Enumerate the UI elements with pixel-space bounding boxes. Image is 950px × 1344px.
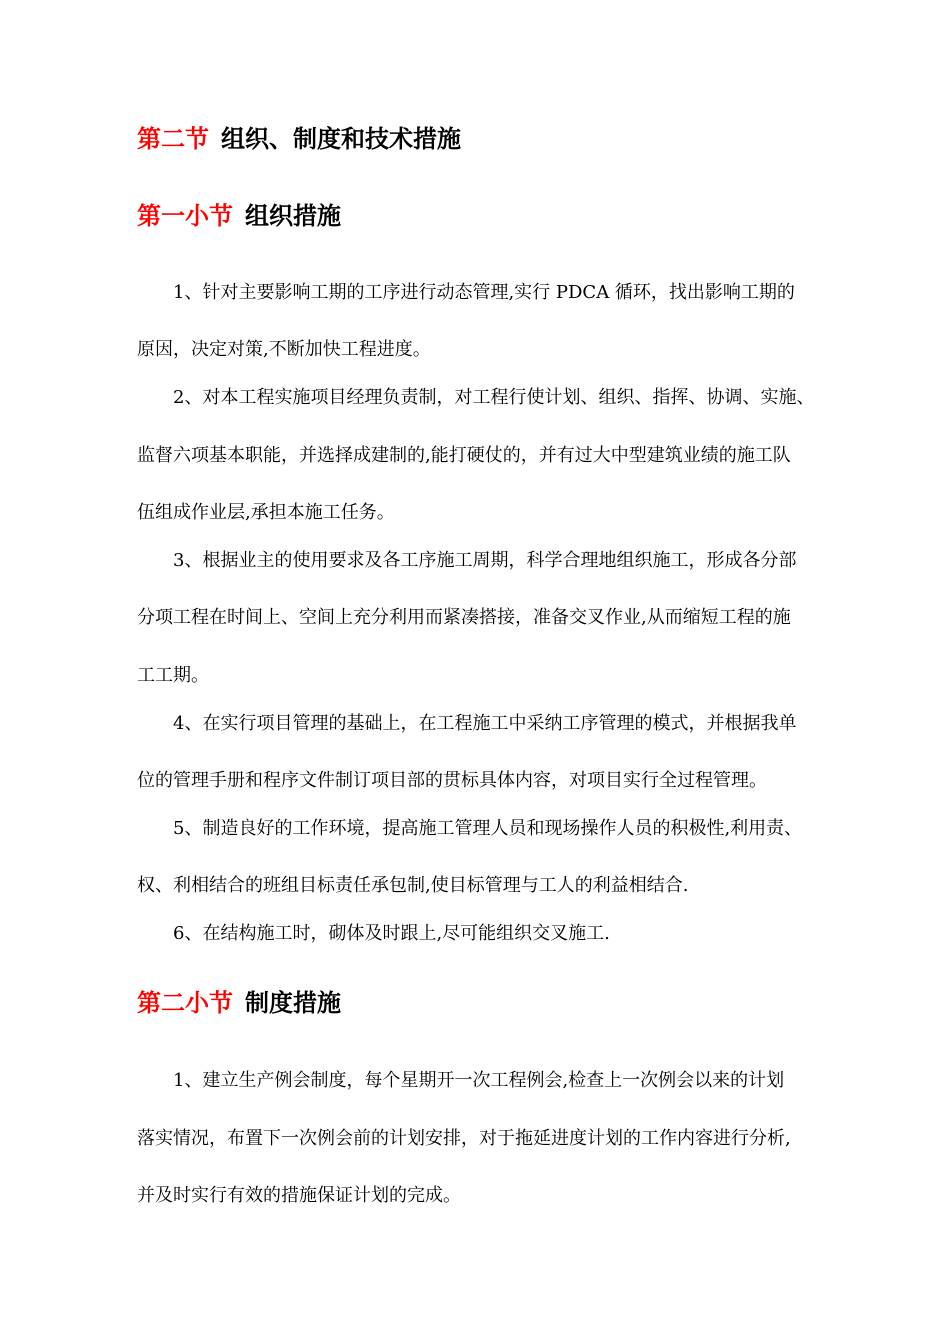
paragraph-line: 2、对本工程实施项目经理负责制，对工程行使计划、组织、指挥、协调、实施、 bbox=[173, 387, 815, 408]
paragraph-line: 原因，决定对策,不断加快工程进度。 bbox=[137, 339, 431, 360]
subsection-heading-organization bbox=[137, 201, 341, 231]
subsection-number: 第一小节 bbox=[137, 202, 233, 230]
paragraph-line: 3、根据业主的使用要求及各工序施工周期，科学合理地组织施工，形成各分部 bbox=[173, 550, 797, 571]
subsection-title: 制度措施 bbox=[245, 989, 341, 1017]
paragraph-line: 工工期。 bbox=[137, 665, 209, 686]
section-heading bbox=[137, 124, 461, 154]
subsection-heading-system bbox=[137, 988, 341, 1018]
paragraph-line: 1、建立生产例会制度，每个星期开一次工程例会,检查上一次例会以来的计划 bbox=[173, 1070, 785, 1091]
paragraph-line: 6、在结构施工时，砌体及时跟上,尽可能组织交叉施工. bbox=[173, 923, 610, 944]
paragraph-line: 监督六项基本职能，并选择成建制的,能打硬仗的，并有过大中型建筑业绩的施工队 bbox=[137, 445, 791, 466]
paragraph-line: 伍组成作业层,承担本施工任务。 bbox=[137, 502, 395, 523]
paragraph-line: 落实情况，布置下一次例会前的计划安排，对于拖延进度计划的工作内容进行分析, bbox=[137, 1128, 791, 1149]
paragraph-line: 1、针对主要影响工期的工序进行动态管理,实行 PDCA 循环，找出影响工期的 bbox=[173, 282, 795, 303]
subsection-number: 第二小节 bbox=[137, 989, 233, 1017]
paragraph-line: 5、制造良好的工作环境，提高施工管理人员和现场操作人员的积极性,利用责、 bbox=[173, 818, 803, 839]
paragraph-line: 位的管理手册和程序文件制订项目部的贯标具体内容，对项目实行全过程管理。 bbox=[137, 770, 767, 791]
paragraph-line: 并及时实行有效的措施保证计划的完成。 bbox=[137, 1185, 461, 1206]
paragraph-line: 权、利相结合的班组目标责任承包制,使目标管理与工人的利益相结合. bbox=[137, 875, 689, 896]
section-title: 组织、制度和技术措施 bbox=[221, 125, 461, 153]
paragraph-line: 4、在实行项目管理的基础上，在工程施工中采纳工序管理的模式，并根据我单 bbox=[173, 713, 797, 734]
paragraph-line: 分项工程在时间上、空间上充分利用而紧凑搭接，准备交叉作业,从而缩短工程的施 bbox=[137, 607, 791, 628]
subsection-title: 组织措施 bbox=[245, 202, 341, 230]
section-number: 第二节 bbox=[137, 125, 209, 153]
